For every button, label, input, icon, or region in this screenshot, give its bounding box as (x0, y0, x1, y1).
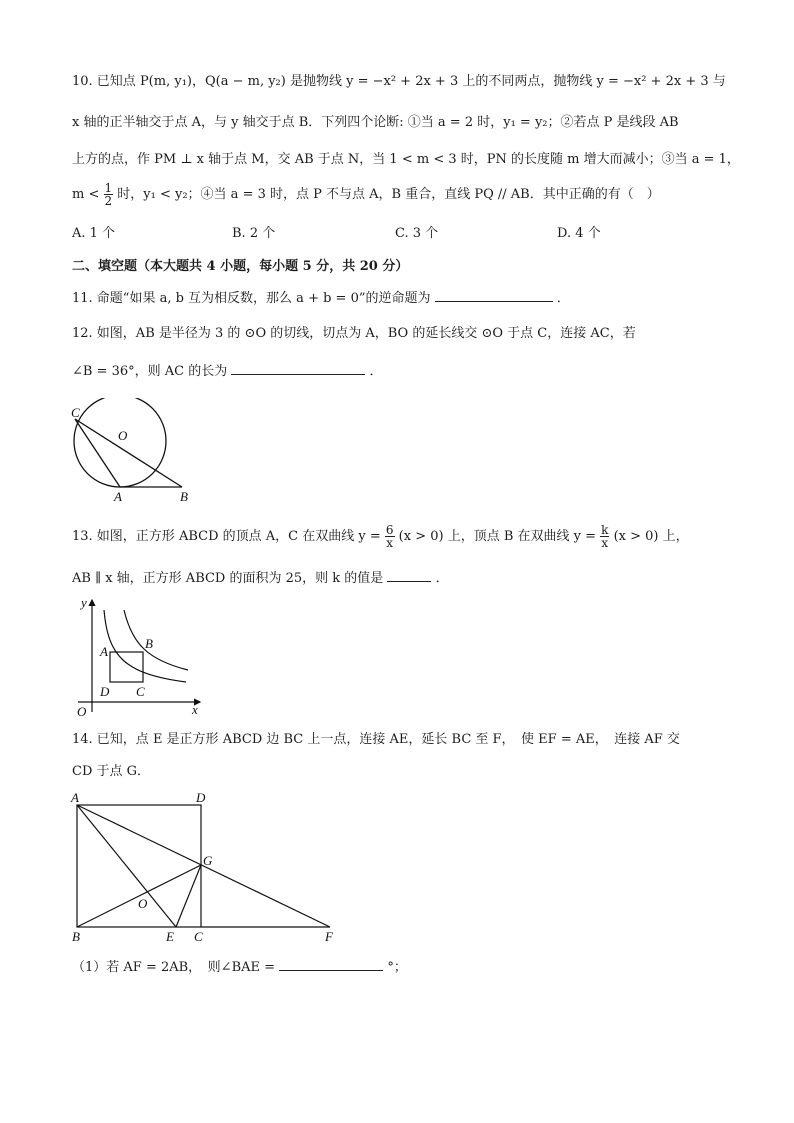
q14-sub1-pre: （1）若 AF = 2AB， 则∠BAE = (72, 960, 276, 975)
q11-text-pre: 11. 命题“如果 a, b 互为相反数，那么 a + b = 0”的逆命题为 (72, 291, 431, 306)
q14-sub1-answer-blank[interactable] (279, 956, 383, 971)
q14-line2: CD 于点 G． (72, 764, 151, 779)
q13-frac2-num: k (601, 523, 609, 537)
q14-sub1 (72, 956, 407, 978)
q14-label-b: B (72, 929, 80, 944)
q12-line2-pre: ∠B = 36°，则 AC 的长为 (72, 364, 228, 379)
q13-label-c: C (136, 684, 145, 699)
q14-label-e: E (166, 929, 174, 944)
q10-line1: 10. 已知点 P(m, y₁)，Q(a − m, y₂) 是抛物线 y = −x² + 2x + 3 上的不同两点，抛物线 y = −x² + 2x + 3 与 (72, 74, 726, 89)
q10-option-a: A. 1 个 (72, 226, 116, 241)
q13-fraction-2 (600, 524, 609, 549)
q10-frac-num: 1 (104, 181, 113, 195)
q11-text-post: ． (556, 291, 570, 306)
q14-line-ae (77, 805, 176, 927)
q13-label-o: O (77, 704, 87, 719)
q14-label-c: C (194, 929, 203, 944)
q10-line3: 上方的点，作 PM ⊥ x 轴于点 M，交 AB 于点 N，当 1 < m < 3 时，PN 的长度随 m 增大而减小；③当 a = 1， (72, 152, 740, 167)
q11-answer-blank[interactable] (435, 287, 553, 302)
q12-line2 (72, 360, 383, 382)
q13-figure (72, 594, 212, 720)
q10-frac-den: 2 (104, 194, 113, 208)
q14-sub1-post: °； (387, 960, 407, 975)
q13-label-b: B (145, 636, 153, 651)
q12-label-c: C (71, 405, 80, 420)
q10-line4 (72, 180, 660, 210)
q10-option-c: C. 3 个 (395, 226, 439, 241)
q13-curve-outer (124, 610, 188, 670)
q14-label-d: D (196, 790, 206, 805)
q13-label-x: x (192, 702, 198, 717)
section-title: 二、填空题（本大题共 4 小题，每小题 5 分，共 20 分） (72, 259, 409, 274)
q10-option-d: D. 4 个 (557, 226, 601, 241)
q12-answer-blank[interactable] (231, 360, 365, 375)
q12-line-ca (75, 419, 120, 487)
q14-label-g: G (203, 853, 213, 868)
q14-label-o: O (138, 896, 148, 911)
q10-fraction (104, 182, 114, 207)
q14-figure (68, 788, 344, 948)
q11-line (72, 287, 570, 309)
q10-line4-post: 时，y₁ < y₂；④当 a = 3 时，点 P 不与点 A，B 重合，直线 PQ // AB．其中正确的有（ ） (117, 187, 660, 202)
q12-line1: 12. 如图，AB 是半径为 3 的 ⊙O 的切线，切点为 A，BO 的延长线交 ⊙O 于点 C，连接 AC，若 (72, 326, 636, 341)
q13-frac2-den: x (601, 536, 609, 550)
q13-answer-blank[interactable] (387, 567, 431, 582)
q13-label-d: D (100, 684, 110, 699)
q12-line2-post: ． (369, 364, 383, 379)
q10-option-b: B. 2 个 (232, 226, 276, 241)
q14-label-f: F (325, 929, 333, 944)
q10-line2: x 轴的正半轴交于点 A，与 y 轴交于点 B．下列四个论断: ①当 a = 2 时，y₁ = y₂；②若点 P 是线段 AB (72, 115, 679, 130)
q13-line1-mid: (x > 0) 上，顶点 B 在双曲线 y = (398, 529, 597, 544)
q12-label-b: B (180, 489, 188, 504)
q13-line1-post: (x > 0) 上， (613, 529, 689, 544)
q12-label-o: O (118, 428, 128, 443)
q10-line4-pre: m < (72, 187, 100, 202)
q13-frac1-den: x (386, 536, 394, 550)
q12-label-a: A (114, 489, 122, 504)
q13-frac1-num: 6 (385, 523, 394, 537)
q13-label-a: A (100, 644, 108, 659)
q13-line2-post: ． (435, 571, 449, 586)
q14-line-eg (176, 865, 201, 927)
q13-line1-pre: 13. 如图，正方形 ABCD 的顶点 A，C 在双曲线 y = (72, 529, 381, 544)
q13-square (110, 652, 143, 682)
q14-line1: 14. 已知，点 E 是正方形 ABCD 边 BC 上一点，连接 AE，延长 BC 至 F， 使 EF = AE， 连接 AF 交 (72, 732, 680, 747)
q12-figure (66, 398, 206, 508)
q13-line1 (72, 521, 689, 553)
q13-label-y: y (81, 595, 87, 610)
q14-label-a: A (71, 790, 79, 805)
q13-line2 (72, 567, 449, 589)
q13-line2-pre: AB ∥ x 轴，正方形 ABCD 的面积为 25，则 k 的值是 (72, 571, 384, 586)
q13-fraction-1 (385, 524, 395, 549)
